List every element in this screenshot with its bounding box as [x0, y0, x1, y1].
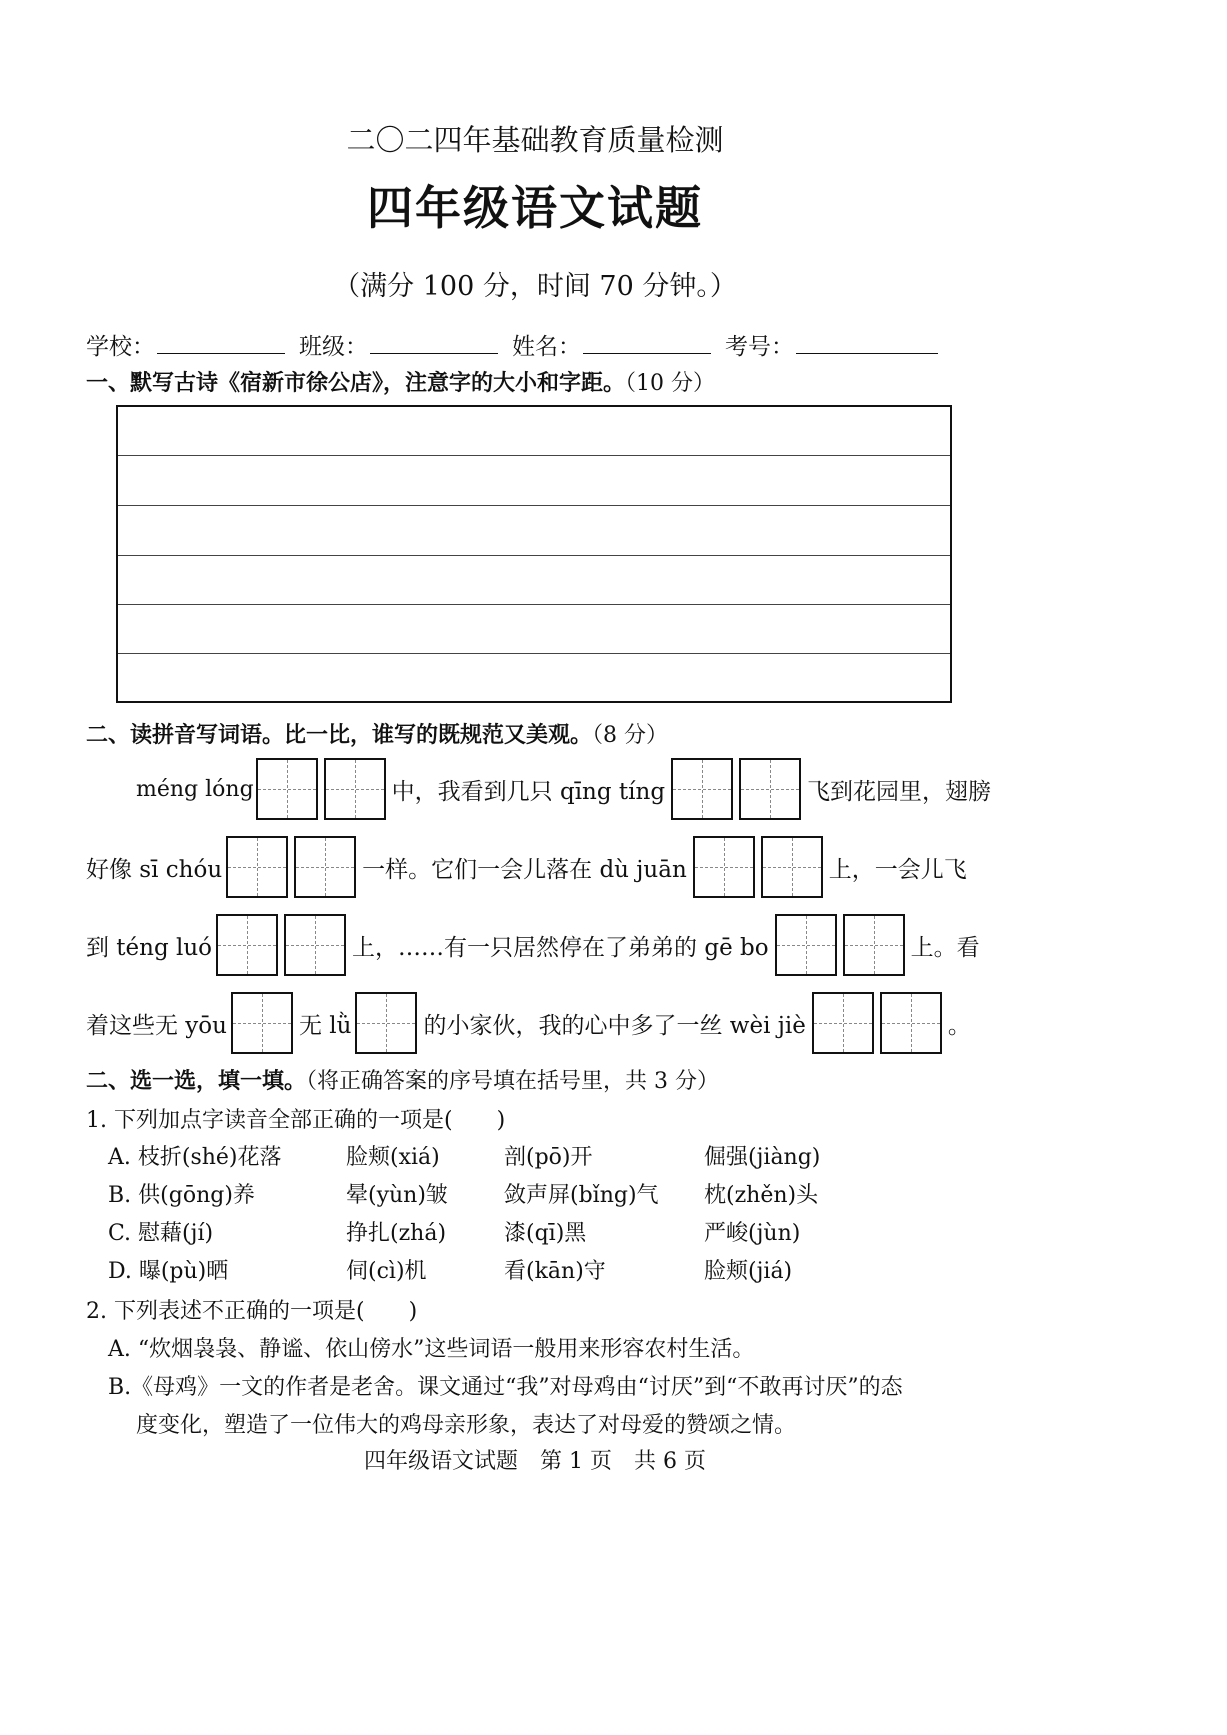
sentence-text: 到 téng luó	[86, 934, 213, 961]
student-info-row	[86, 328, 952, 361]
tian-box[interactable]	[880, 992, 942, 1054]
pinyin-row-2	[86, 834, 967, 900]
tian-box[interactable]	[284, 914, 346, 976]
tian-box[interactable]	[761, 836, 823, 898]
option-a-word: 剖(pō)开	[504, 1145, 593, 1170]
question-1-stem: 1. 下列加点字读音全部正确的一项是( )	[86, 1108, 506, 1133]
page-footer: 四年级语文试题 第 1 页 共 6 页	[364, 1449, 706, 1474]
tian-box[interactable]	[843, 914, 905, 976]
option-d-word: 看(kān)守	[504, 1259, 606, 1284]
tian-box[interactable]	[693, 836, 755, 898]
sentence-text: 好像 sī chóu	[86, 856, 223, 883]
option-c-word: 漆(qī)黑	[504, 1221, 587, 1246]
option-a-word: 脸颊(xiá)	[346, 1145, 440, 1170]
score-note: （满分 100 分，时间 70 分钟。）	[333, 271, 737, 302]
school-label: 学校：	[86, 334, 155, 360]
class-field[interactable]	[370, 352, 498, 354]
tian-box[interactable]	[294, 836, 356, 898]
question-2-option-b-cont: 度变化，塑造了一位伟大的鸡母亲形象，表达了对母爱的赞颂之情。	[136, 1413, 797, 1438]
tian-box[interactable]	[355, 992, 417, 1054]
option-b-word: 枕(zhěn)头	[704, 1183, 819, 1208]
writing-line	[118, 505, 950, 506]
writing-line	[118, 455, 950, 456]
question-2-option-a: A. “炊烟袅袅、静谧、依山傍水”这些词语一般用来形容农村生活。	[108, 1337, 755, 1362]
tian-box[interactable]	[739, 758, 801, 820]
tian-box[interactable]	[216, 914, 278, 976]
section2-heading: 二、读拼音写词语。比一比，谁写的既规范又美观。（8 分）	[86, 722, 669, 748]
sentence-text: 上，一会儿飞	[828, 856, 967, 883]
sentence-text: 上。看	[910, 934, 980, 961]
exam-number-label: 考号：	[725, 334, 794, 360]
name-label: 姓名：	[512, 334, 581, 360]
tian-box[interactable]	[775, 914, 837, 976]
option-c-word: 严峻(jùn)	[704, 1221, 801, 1246]
writing-line	[118, 653, 950, 654]
sentence-text: 着这些无 yōu	[86, 1012, 227, 1039]
tian-box[interactable]	[256, 758, 318, 820]
option-d-word: 伺(cì)机	[346, 1259, 427, 1284]
writing-line	[118, 604, 950, 605]
option-d: D. 曝(pù)晒	[108, 1259, 229, 1284]
exam-title: 四年级语文试题	[367, 181, 703, 235]
sentence-text: 无 lǜ	[298, 1012, 352, 1039]
question-1-options	[108, 1140, 868, 1300]
section3-heading: 二、选一选，填一填。（将正确答案的序号填在括号里，共 3 分）	[86, 1068, 720, 1094]
option-b: B. 供(gōng)养	[108, 1183, 255, 1208]
pinyin-row-1	[134, 756, 991, 822]
sentence-text: 一样。它们一会儿落在 dù juān	[362, 856, 687, 883]
sentence-text: 飞到花园里，翅膀	[807, 778, 992, 805]
sentence-text: 的小家伙，我的心中多了一丝 wèi jiè	[423, 1012, 806, 1039]
exam-number-field[interactable]	[796, 352, 938, 354]
exam-subtitle: 二〇二四年基础教育质量检测	[346, 123, 724, 157]
question-2-option-b: B.《母鸡》一文的作者是老舍。课文通过“我”对母鸡由“讨厌”到“不敢再讨厌”的态	[108, 1375, 903, 1400]
tian-box[interactable]	[671, 758, 733, 820]
sentence-text: 中，我看到几只 qīng tíng	[391, 778, 666, 805]
writing-line	[118, 555, 950, 556]
tian-box[interactable]	[231, 992, 293, 1054]
school-field[interactable]	[157, 352, 285, 354]
name-field[interactable]	[583, 352, 711, 354]
section1-heading: 一、默写古诗《宿新市徐公店》，注意字的大小和字距。（10 分）	[86, 370, 716, 396]
option-c-word: 挣扎(zhá)	[346, 1221, 447, 1246]
option-c: C. 慰藉(jí)	[108, 1221, 214, 1246]
option-b-word: 敛声屏(bǐng)气	[504, 1183, 659, 1208]
pinyin-row-4	[86, 990, 971, 1056]
option-a: A. 枝折(shé)花落	[108, 1145, 282, 1170]
sentence-text: 上，……有一只居然停在了弟弟的 gē bo	[352, 934, 769, 961]
poem-writing-box[interactable]	[116, 405, 952, 703]
option-d-word: 脸颊(jiá)	[704, 1259, 793, 1284]
tian-box[interactable]	[812, 992, 874, 1054]
tian-box[interactable]	[226, 836, 288, 898]
sentence-text: 。	[947, 1012, 971, 1039]
pinyin-text: méng lóng	[136, 776, 254, 802]
option-b-word: 晕(yùn)皱	[346, 1183, 448, 1208]
option-a-word: 倔强(jiàng)	[704, 1145, 821, 1170]
pinyin-row-3	[86, 912, 980, 978]
question-2-stem: 2. 下列表述不正确的一项是( )	[86, 1299, 418, 1324]
class-label: 班级：	[299, 334, 368, 360]
tian-box[interactable]	[324, 758, 386, 820]
